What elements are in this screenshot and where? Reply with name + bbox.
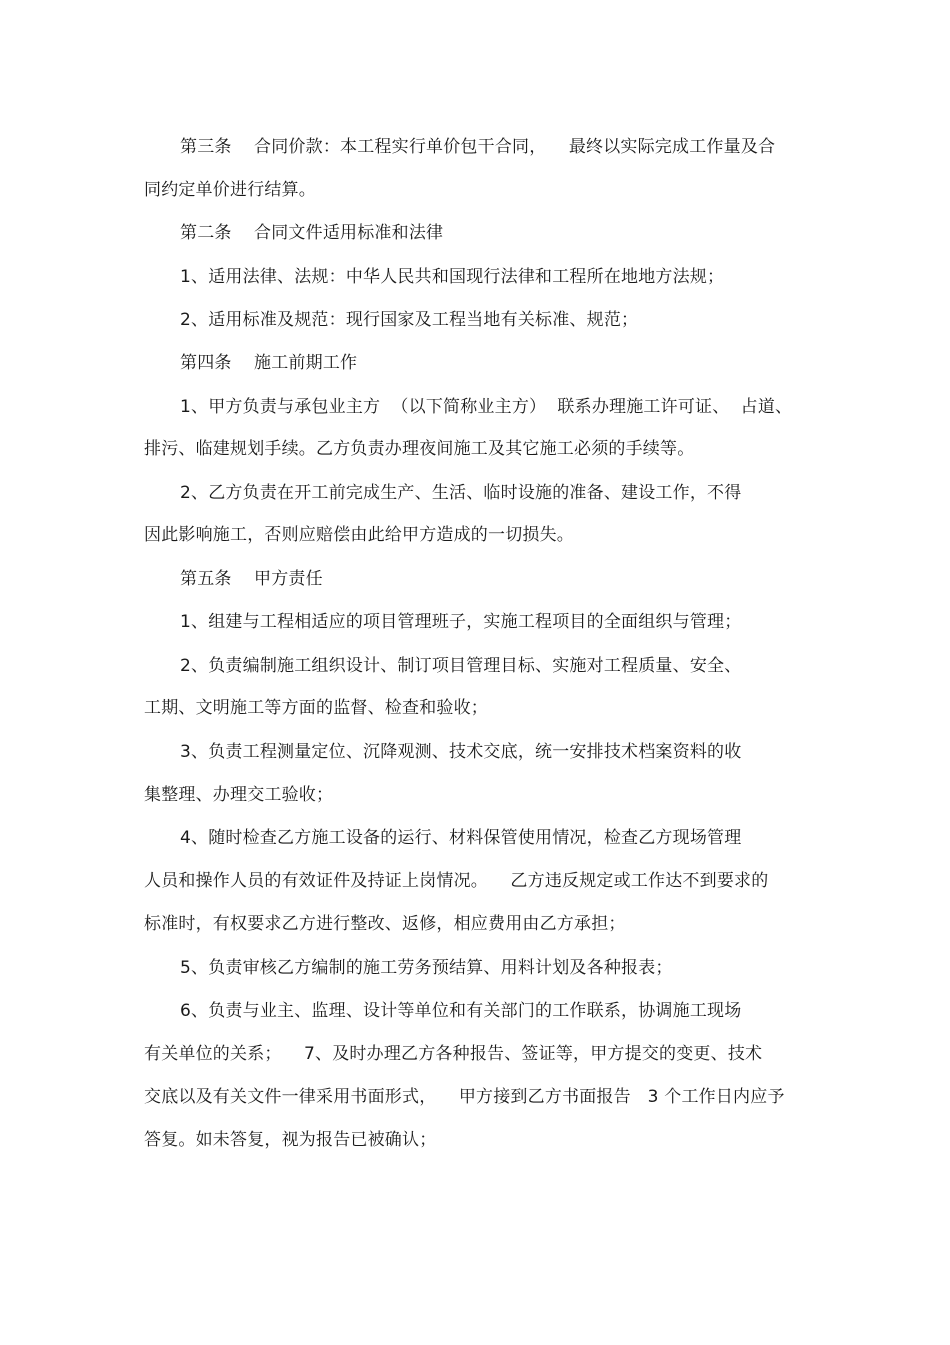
text-line: 1、组建与工程相适应的项目管理班子，实施工程项目的全面组织与管理； <box>180 612 742 632</box>
text-line: 人员和操作人员的有效证件及持证上岗情况。 乙方违反规定或工作达不到要求的 <box>144 871 769 891</box>
text-line: 5、负责审核乙方编制的施工劳务预结算、用料计划及各种报表； <box>180 958 673 978</box>
text-line: 排污、临建规划手续。乙方负责办理夜间施工及其它施工必须的手续等。 <box>144 439 695 459</box>
text-line: 集整理、办理交工验收； <box>144 785 334 805</box>
text-line: 第四条 施工前期工作 <box>180 353 358 373</box>
text-line: 第三条 合同价款：本工程实行单价包干合同， 最终以实际完成工作量及合 <box>180 137 776 157</box>
text-line: 有关单位的关系； 7、及时办理乙方各种报告、签证等，甲方提交的变更、技术 <box>144 1044 763 1064</box>
text-line: 工期、文明施工等方面的监督、检查和验收； <box>144 698 488 718</box>
text-line: 第五条 甲方责任 <box>180 569 323 589</box>
text-line: 答复。如未答复，视为报告已被确认； <box>144 1130 437 1150</box>
text-line: 第二条 合同文件适用标准和法律 <box>180 223 444 243</box>
text-line: 标准时，有权要求乙方进行整改、返修，相应费用由乙方承担； <box>144 914 626 934</box>
text-line: 4、随时检查乙方施工设备的运行、材料保管使用情况，检查乙方现场管理 <box>180 828 742 848</box>
text-line: 6、负责与业主、监理、设计等单位和有关部门的工作联系，协调施工现场 <box>180 1001 742 1021</box>
text-line: 2、负责编制施工组织设计、制订项目管理目标、实施对工程质量、安全、 <box>180 656 742 676</box>
text-line: 交底以及有关文件一律采用书面形式， 甲方接到乙方书面报告 3 个工作日内应予 <box>144 1087 785 1107</box>
text-line: 同约定单价进行结算。 <box>144 180 316 200</box>
text-line: 1、甲方负责与承包业主方 （以下简称业主方） 联系办理施工许可证、 占道、 <box>180 397 793 417</box>
text-line: 2、乙方负责在开工前完成生产、生活、临时设施的准备、建设工作，不得 <box>180 483 742 503</box>
text-line: 2、适用标准及规范：现行国家及工程当地有关标准、规范； <box>180 310 639 330</box>
text-line: 因此影响施工，否则应赔偿由此给甲方造成的一切损失。 <box>144 525 574 545</box>
text-line: 1、适用法律、法规：中华人民共和国现行法律和工程所在地地方法规； <box>180 267 725 287</box>
text-line: 3、负责工程测量定位、沉降观测、技术交底，统一安排技术档案资料的收 <box>180 742 742 762</box>
